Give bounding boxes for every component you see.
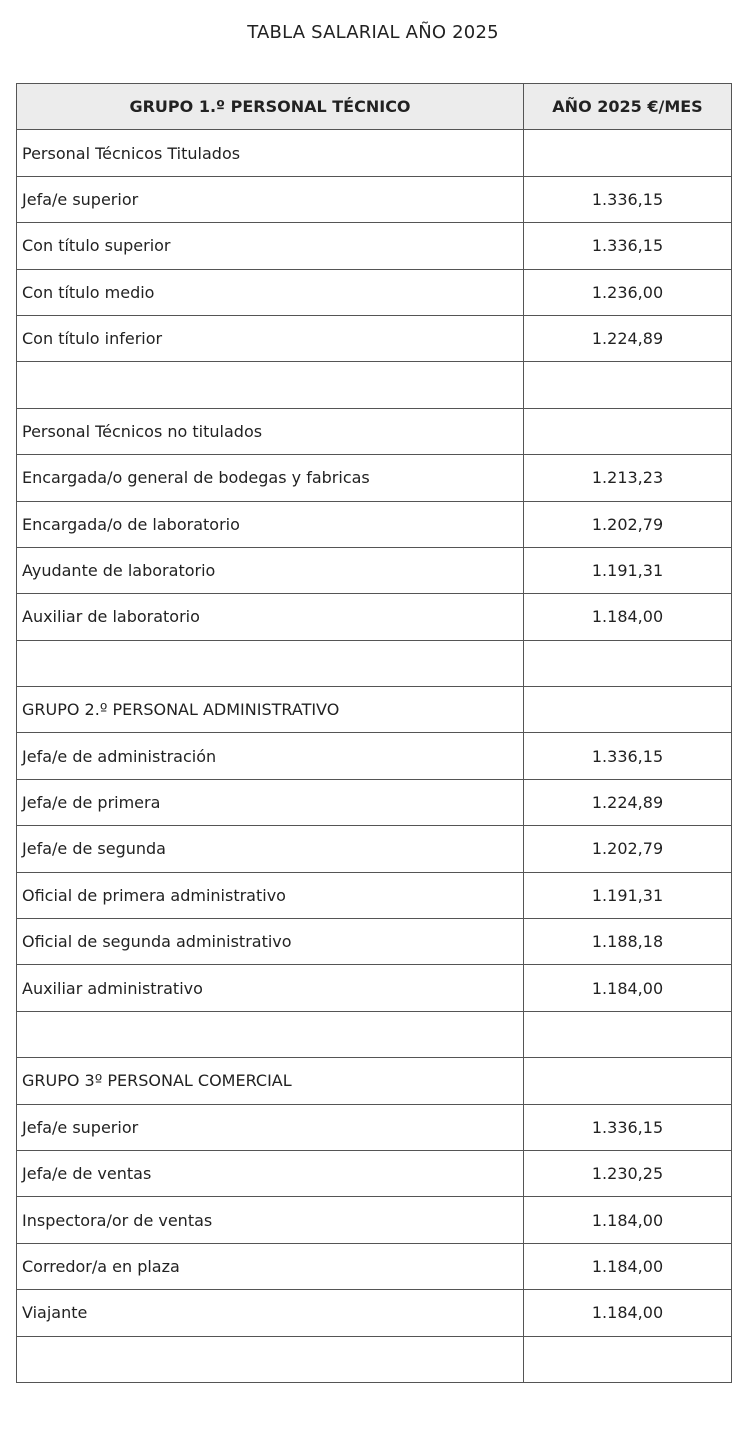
table-row — [17, 1290, 732, 1336]
table-header-row — [17, 84, 732, 130]
page-title: TABLA SALARIAL AÑO 2025 — [247, 22, 499, 43]
table-row — [17, 733, 732, 779]
table-row — [17, 362, 732, 408]
row-label: Personal Técnicos no titulados — [17, 408, 524, 454]
row-label: Ayudante de laboratorio — [17, 547, 524, 593]
row-label: Viajante — [17, 1290, 524, 1336]
row-amount: 1.188,18 — [524, 919, 732, 965]
row-label — [17, 640, 524, 686]
row-label: Oficial de primera administrativo — [17, 872, 524, 918]
row-label: Jefa/e superior — [17, 1104, 524, 1150]
row-amount: 1.230,25 — [524, 1150, 732, 1196]
row-amount: 1.213,23 — [524, 455, 732, 501]
table-row — [17, 315, 732, 361]
table-row — [17, 1336, 732, 1382]
row-amount: 1.336,15 — [524, 176, 732, 222]
row-label: Jefa/e de ventas — [17, 1150, 524, 1196]
table-row — [17, 269, 732, 315]
table-row — [17, 176, 732, 222]
row-amount: 1.191,31 — [524, 547, 732, 593]
row-label: Encargada/o de laboratorio — [17, 501, 524, 547]
row-amount: 1.336,15 — [524, 1104, 732, 1150]
row-amount: 1.191,31 — [524, 872, 732, 918]
row-amount — [524, 408, 732, 454]
table-row — [17, 687, 732, 733]
column-header-amount: AÑO 2025 €/MES — [524, 84, 732, 130]
row-amount: 1.184,00 — [524, 965, 732, 1011]
table-row — [17, 408, 732, 454]
salary-table — [16, 83, 732, 1383]
row-amount — [524, 130, 732, 176]
row-amount — [524, 1336, 732, 1382]
table-row — [17, 1058, 732, 1104]
table-row — [17, 1011, 732, 1057]
row-label: Jefa/e de segunda — [17, 826, 524, 872]
table-row — [17, 1243, 732, 1289]
row-label: Inspectora/or de ventas — [17, 1197, 524, 1243]
row-amount — [524, 1058, 732, 1104]
row-amount: 1.336,15 — [524, 223, 732, 269]
table-row — [17, 455, 732, 501]
row-amount — [524, 362, 732, 408]
row-label: GRUPO 3º PERSONAL COMERCIAL — [17, 1058, 524, 1104]
row-amount — [524, 687, 732, 733]
table-row — [17, 223, 732, 269]
table-row — [17, 919, 732, 965]
row-label — [17, 1011, 524, 1057]
row-label: Corredor/a en plaza — [17, 1243, 524, 1289]
row-amount: 1.236,00 — [524, 269, 732, 315]
row-amount: 1.184,00 — [524, 594, 732, 640]
table-body — [17, 130, 732, 1383]
row-label: Jefa/e superior — [17, 176, 524, 222]
row-label: Personal Técnicos Titulados — [17, 130, 524, 176]
row-label: Con título inferior — [17, 315, 524, 361]
row-label: Con título medio — [17, 269, 524, 315]
row-amount: 1.224,89 — [524, 315, 732, 361]
row-label: Jefa/e de administración — [17, 733, 524, 779]
table-row — [17, 594, 732, 640]
table-row — [17, 1150, 732, 1196]
row-label: Oficial de segunda administrativo — [17, 919, 524, 965]
row-label — [17, 1336, 524, 1382]
row-label: Auxiliar administrativo — [17, 965, 524, 1011]
row-label: Auxiliar de laboratorio — [17, 594, 524, 640]
table-row — [17, 547, 732, 593]
row-label — [17, 362, 524, 408]
table-row — [17, 826, 732, 872]
row-amount: 1.336,15 — [524, 733, 732, 779]
row-amount: 1.184,00 — [524, 1290, 732, 1336]
table-row — [17, 779, 732, 825]
row-amount: 1.224,89 — [524, 779, 732, 825]
row-amount — [524, 1011, 732, 1057]
table-row — [17, 1104, 732, 1150]
row-amount: 1.202,79 — [524, 826, 732, 872]
row-amount — [524, 640, 732, 686]
row-amount: 1.184,00 — [524, 1197, 732, 1243]
table-row — [17, 965, 732, 1011]
table-row — [17, 1197, 732, 1243]
table-row — [17, 501, 732, 547]
row-label: GRUPO 2.º PERSONAL ADMINISTRATIVO — [17, 687, 524, 733]
table-row — [17, 640, 732, 686]
row-amount: 1.202,79 — [524, 501, 732, 547]
row-label: Encargada/o general de bodegas y fabricas — [17, 455, 524, 501]
column-header-category: GRUPO 1.º PERSONAL TÉCNICO — [17, 84, 524, 130]
row-label: Jefa/e de primera — [17, 779, 524, 825]
table-row — [17, 872, 732, 918]
row-label: Con título superior — [17, 223, 524, 269]
table-row — [17, 130, 732, 176]
row-amount: 1.184,00 — [524, 1243, 732, 1289]
